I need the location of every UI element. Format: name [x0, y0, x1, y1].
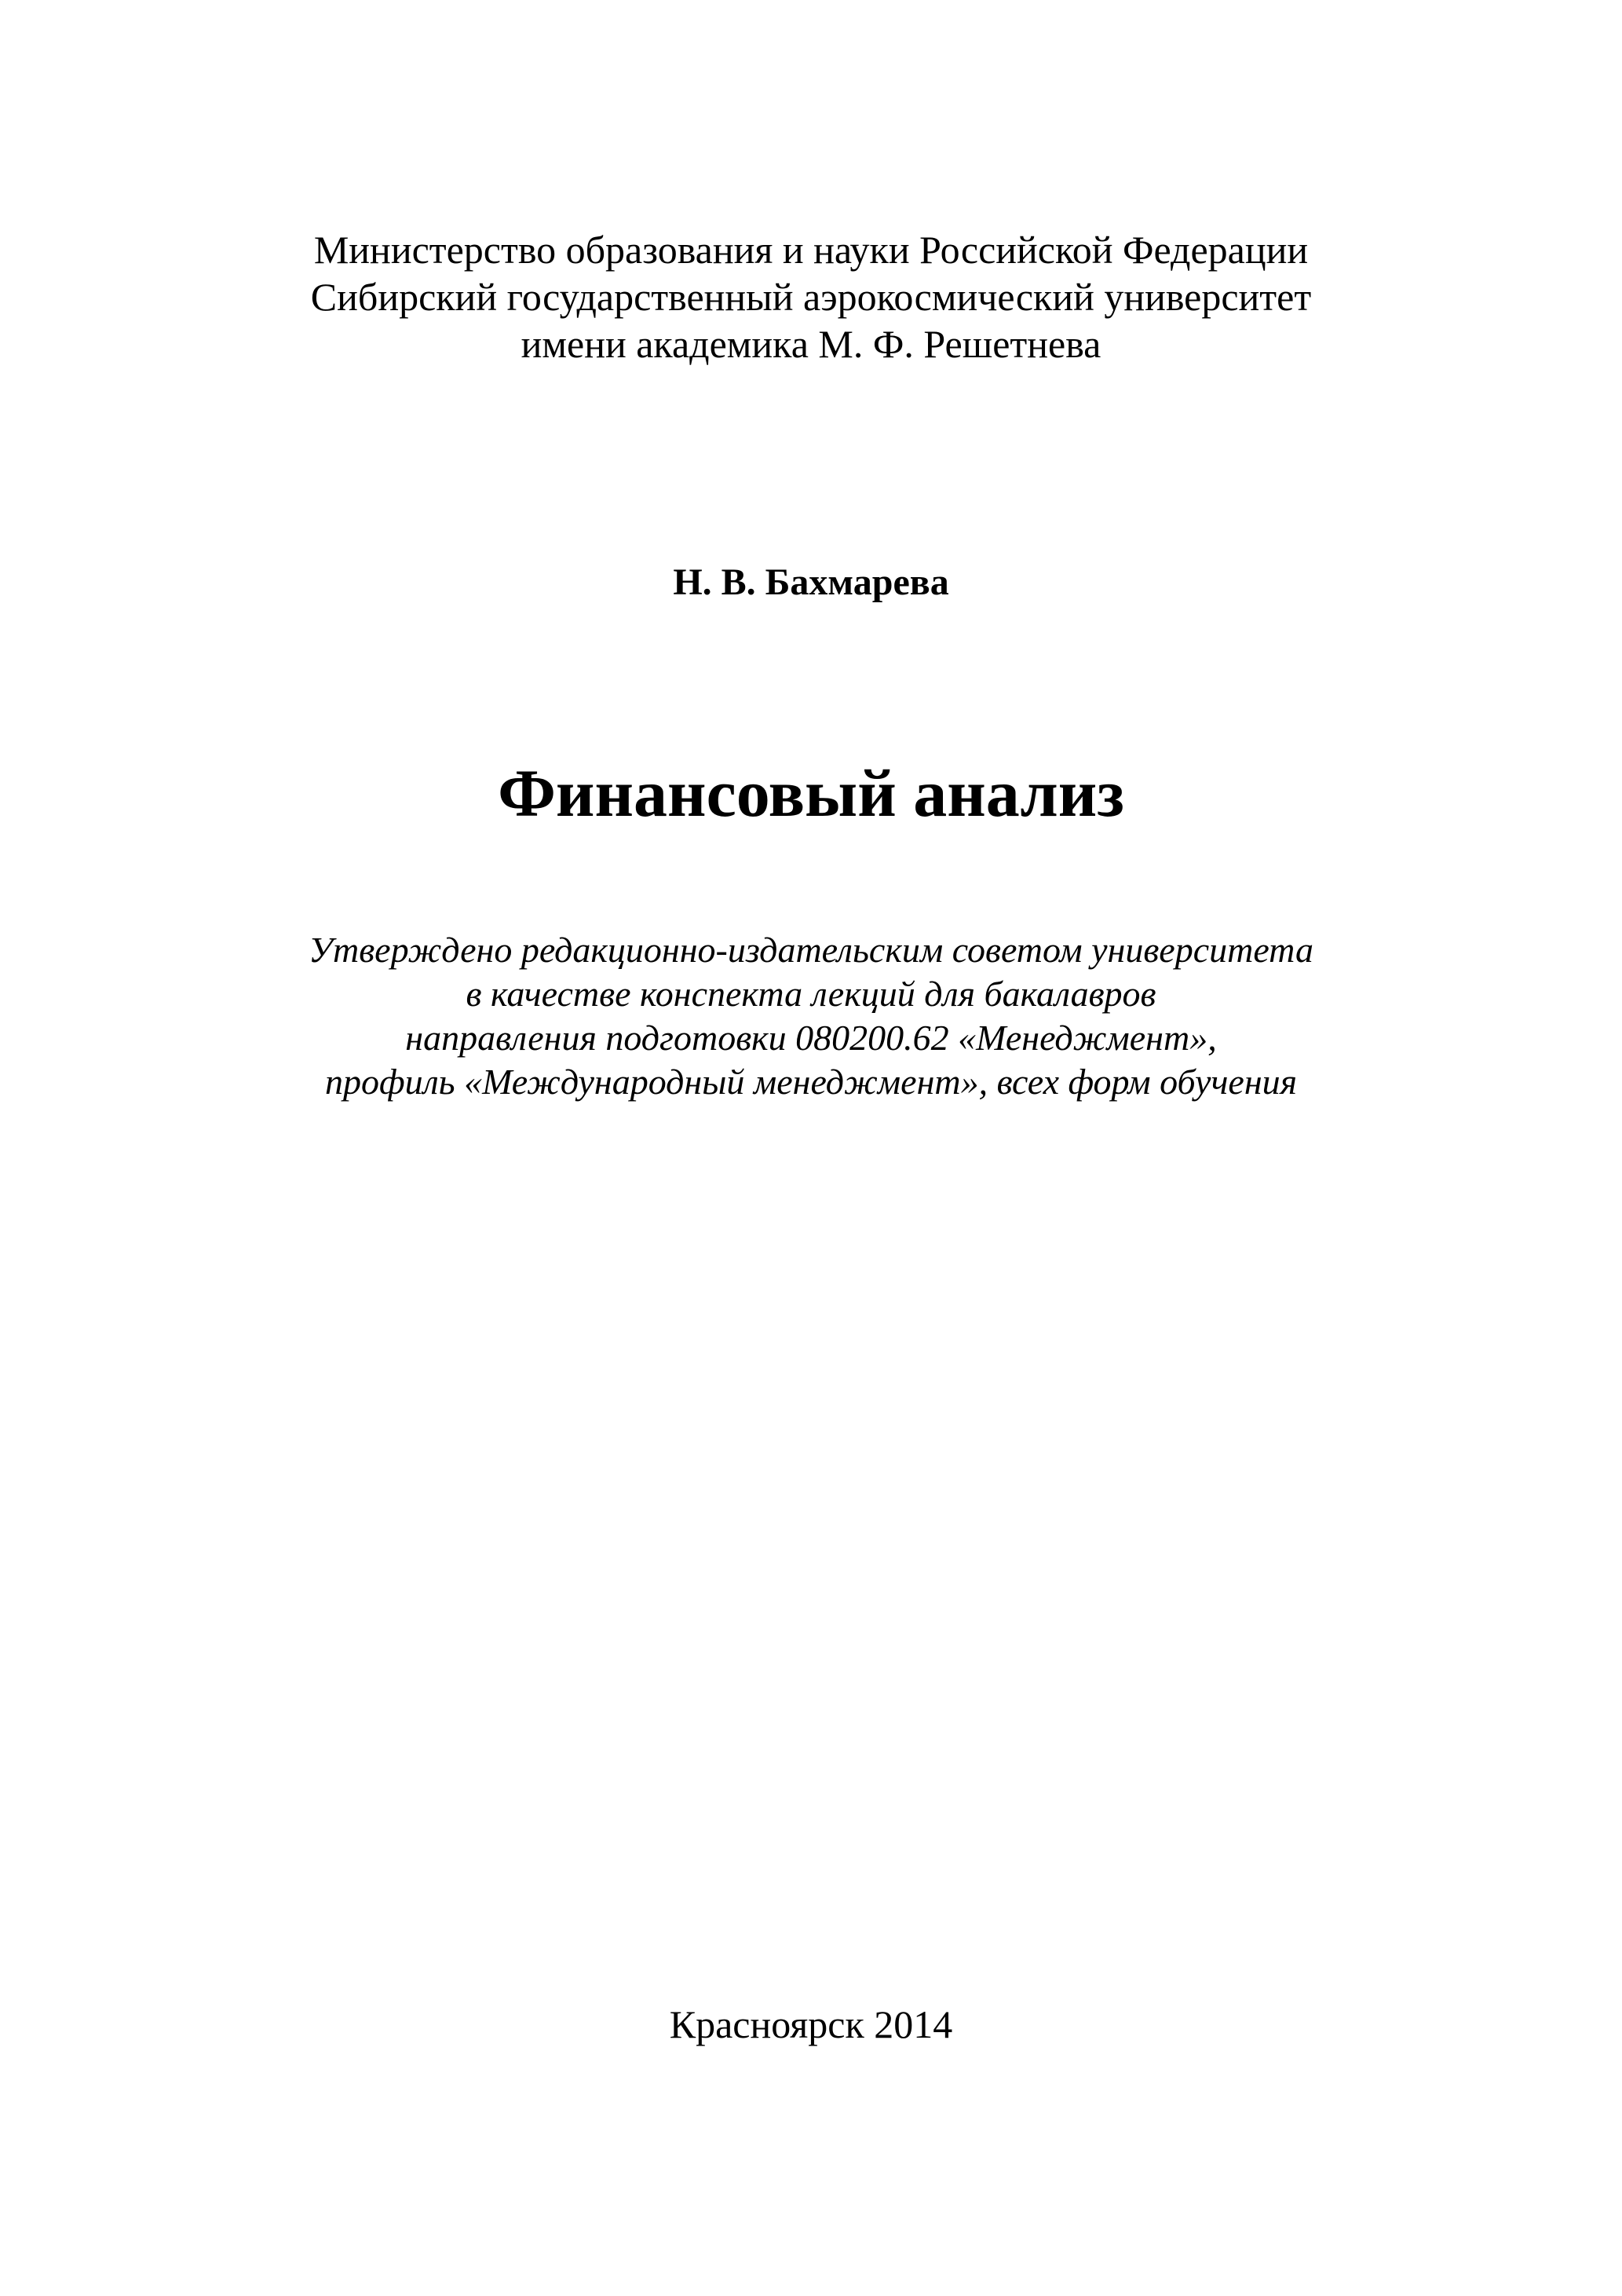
city-year: Красноярск 2014 [669, 2002, 953, 2046]
approval-statement [0, 928, 1622, 1104]
approval-line: в качестве конспекта лекций для бакалавров [466, 974, 1156, 1014]
ministry-line: Министерство образования и науки Российской Федерации [313, 228, 1309, 272]
approval-line: Утверждено редакционно-издательским советом университета [309, 930, 1313, 970]
university-line: Сибирский государственный аэрокосмический университет [310, 275, 1312, 319]
approval-line: профиль «Международный менеджмент», всех форм обучения [324, 1062, 1298, 1102]
author-name: Н. В. Бахмарева [673, 561, 949, 603]
institution-header [0, 226, 1622, 367]
document-title: Финансовый анализ [498, 755, 1124, 831]
university-name-line: имени академика М. Ф. Решетнева [521, 322, 1101, 366]
approval-line: направления подготовки 080200.62 «Менеджмент», [405, 1018, 1217, 1058]
